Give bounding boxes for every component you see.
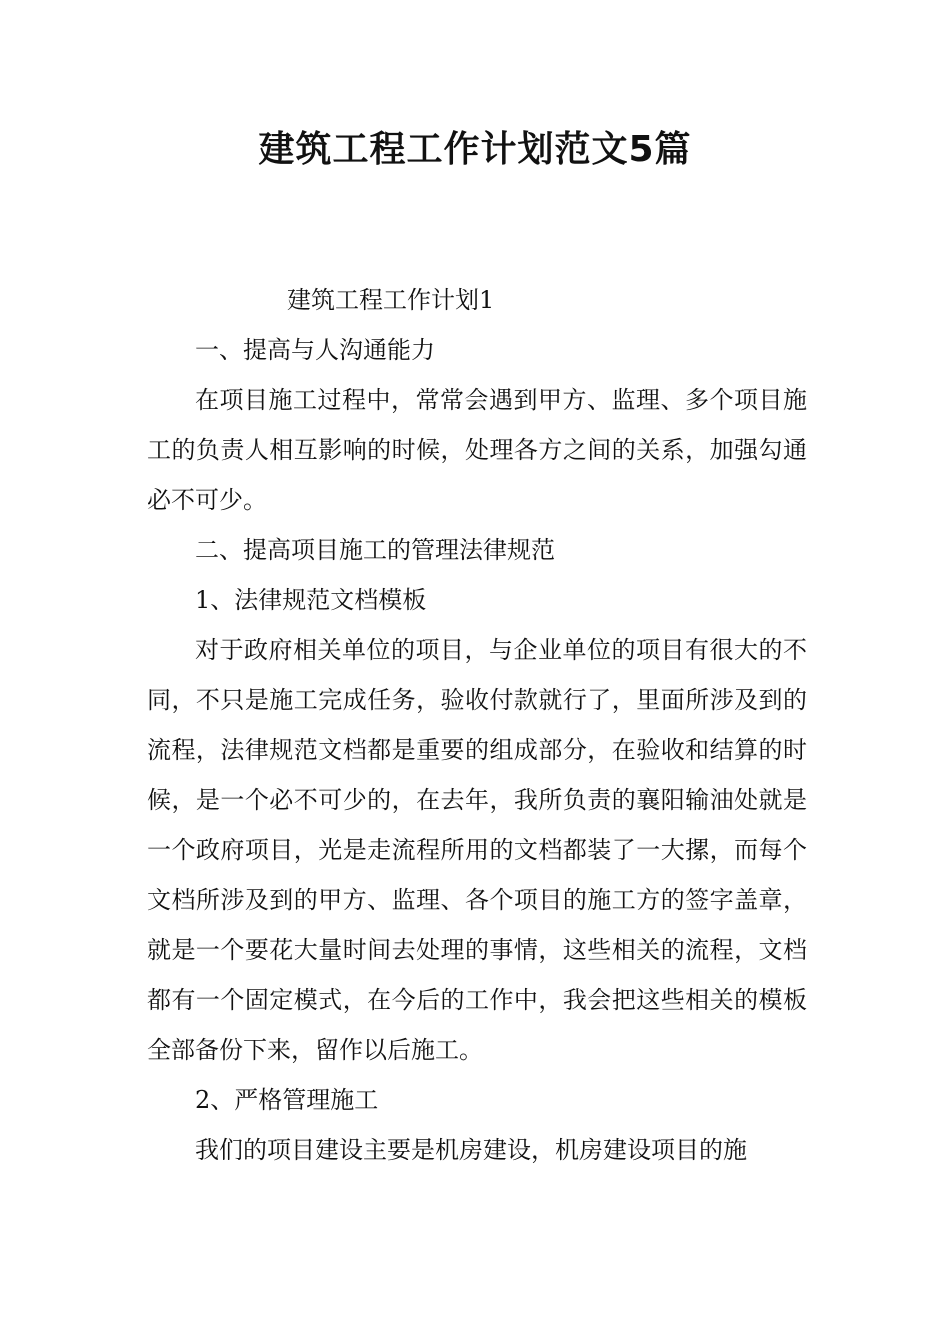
heading-management-standards: 二、提高项目施工的管理法律规范 xyxy=(195,536,555,564)
heading-document-templates: 1、法律规范文档模板 xyxy=(195,586,427,614)
paragraph-communication: 在项目施工过程中，常常会遇到甲方、监理、多个项目施工的负责人相互影响的时候，处理各方之间的关系，加强勾通必不可少。 xyxy=(147,386,807,514)
heading-strict-management: 2、严格管理施工 xyxy=(195,1086,379,1114)
section-subtitle: 建筑工程工作计划1 xyxy=(287,286,495,314)
heading-communication: 一、提高与人沟通能力 xyxy=(195,336,435,364)
paragraph-document-templates: 对于政府相关单位的项目，与企业单位的项目有很大的不同，不只是施工完成任务，验收付款就行了，里面所涉及到的流程，法律规范文档都是重要的组成部分，在验收和结算的时候，是一个必不可少的，在去年，我所负责的襄阳输油处就是一个政府项目，光是走流程所用的文档都装了一大摞，而每个文档所涉及到的甲方、监理、各个项目的施工方的签字盖章，就是一个要花大量时间去处理的事情，这些相关的流程，文档都有一个固定模式，在今后的工作中，我会把这些相关的模板全部备份下来，留作以后施工。 xyxy=(147,636,807,1064)
paragraph-strict-management: 我们的项目建设主要是机房建设，机房建设项目的施 xyxy=(195,1136,747,1164)
document-body xyxy=(147,275,807,1175)
document-title: 建筑工程工作计划范文5篇 xyxy=(258,129,692,170)
